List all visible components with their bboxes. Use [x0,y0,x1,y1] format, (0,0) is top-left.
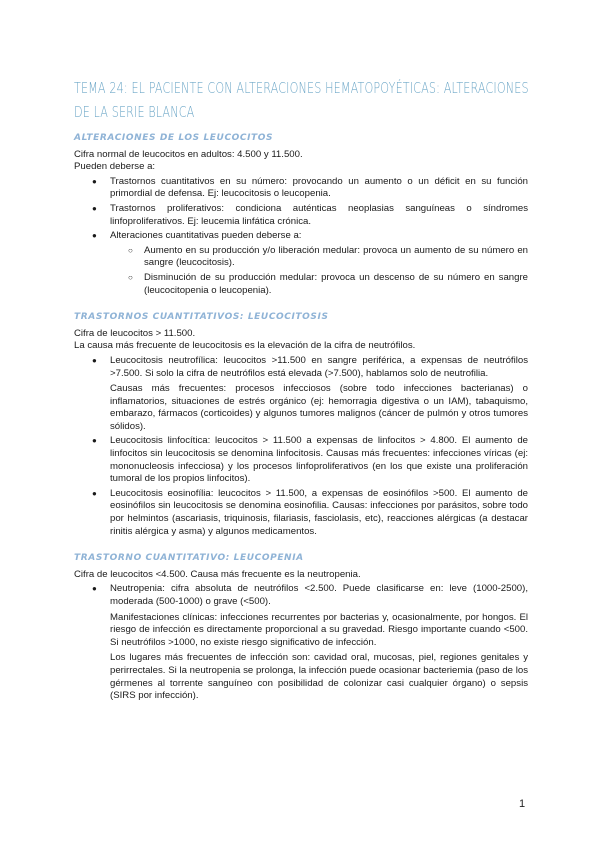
page-title: TEMA 24: EL PACIENTE CON ALTERACIONES HEMATOPOYÉTICAS: ALTERACIONES DE LA SERIE BLANCA [74,79,529,121]
bullet-list [74,583,528,702]
paragraph: Cifra de leucocitos > 11.500. [74,327,196,339]
bullet-list [74,355,528,538]
paragraph: La causa más frecuente de leucocitosis es la elevación de la cifra de neutrófilos. [74,340,416,352]
list-item-extra: Manifestaciones clínicas: infecciones recurrentes por bacterias y, ocasionalmente, por hongos. El riesgo de infección es directamente proporcional a su gravedad. Riesgo importante cuando <500. Si neutrófilos >1000, no existe riesgo significativo de infección. [110,611,528,648]
list-item-text: Neutropenia: cifra absoluta de neutrófilos <2.500. Puede clasificarse en: leve (1000-2500), moderada (500-1000) o grave (<500). [110,583,528,607]
list-item: ● Leucocitosis eosinofília: leucocitos > 11.500, a expensas de eosinófilos >500. El aumento de eosinófilos sin leucocitosis se denomina eosinofilia. Causas: infecciones por parásitos, sobre todo por helmintos (ascariasis, triquinosis, filariasis, fasciolasis, etc), reacciones alérgicas (a destacar rinitis alérgica y asma) y algunos medicamentos. [110,488,528,538]
list-item: ● Leucocitosis linfocítica: leucocitos > 11.500 a expensas de linfocitos > 4.800. El aumento de linfocitos sin leucocitosis se denomina linfocitosis. Causas más frecuentes: infecciones víricas (ej: mononucleosis infecciosa) y los procesos linfoproliferativos (en los que existe una proliferación tumoral de los propios linfocitos). [110,435,528,485]
list-item [110,230,528,297]
list-item [110,355,528,434]
paragraph: Cifra de leucocitos <4.500. Causa más frecuente es la neutropenia. [74,568,361,580]
bullet-list [74,176,528,297]
paragraph: Cifra normal de leucocitos en adultos: 4.500 y 11.500. [74,148,303,160]
list-item-text: Alteraciones cuantitativas pueden deberse a: [110,230,302,242]
sub-list-item: ○ Aumento en su producción y/o liberación medular: provoca un aumento de su número en sangre (leucocitosis). [144,245,528,270]
list-item [110,583,528,702]
list-item: ● Trastornos cuantitativos en su número: provocando un aumento o un déficit en su función primordial de defensa. Ej: leucocitosis o leucopenia. [110,176,528,201]
document-body [74,132,528,705]
paragraph: Pueden deberse a: [74,161,156,173]
section-heading-alteraciones: ALTERACIONES DE LOS LEUCOCITOS [74,133,274,143]
section-heading-leucopenia: TRASTORNO CUANTITATIVO: LEUCOPENIA [74,553,304,564]
page-number: 1 [519,798,526,810]
sub-list-item: ○ Disminución de su producción medular: provoca un descenso de su número en sangre (leucocitopenia o leucopenia). [144,272,528,297]
list-item-text: Leucocitosis neutrofílica: leucocitos >11.500 en sangre periférica, a expensas de neutrófilos >7.500. Si solo la cifra de neutrófilos está elevada (>7.500), hablamos solo de neutrofilia. [110,354,528,379]
sub-bullet-list [110,245,528,297]
list-item: ● Trastornos proliferativos: condiciona auténticas neoplasias sanguíneas o síndromes linfoproliferativos. Ej: leucemia linfática crónica. [110,203,528,228]
list-item-extra: Los lugares más frecuentes de infección son: cavidad oral, mucosas, piel, regiones genitales y perirrectales. Si la neutropenia se prolonga, la infección puede ocasionar bacteriemia (paso de los gérmenes al torrente sanguíneo con posibilidad de colonizar casi cualquier órgano) o sepsis (SIRS por infección). [110,652,528,702]
list-item-extra: Causas más frecuentes: procesos infecciosos (sobre todo infecciones bacterianas) o inflamatorios, situaciones de estrés orgánico (ej: hemorragia digestiva o un IAM), tabaquismo, embarazo, fármacos (corticoides) y algunos tumores malignos (cáncer de pulmón y otros tumores sólidos). [110,383,528,432]
section-heading-leucocitosis: TRASTORNOS CUANTITATIVOS: LEUCOCITOSIS [74,312,329,323]
